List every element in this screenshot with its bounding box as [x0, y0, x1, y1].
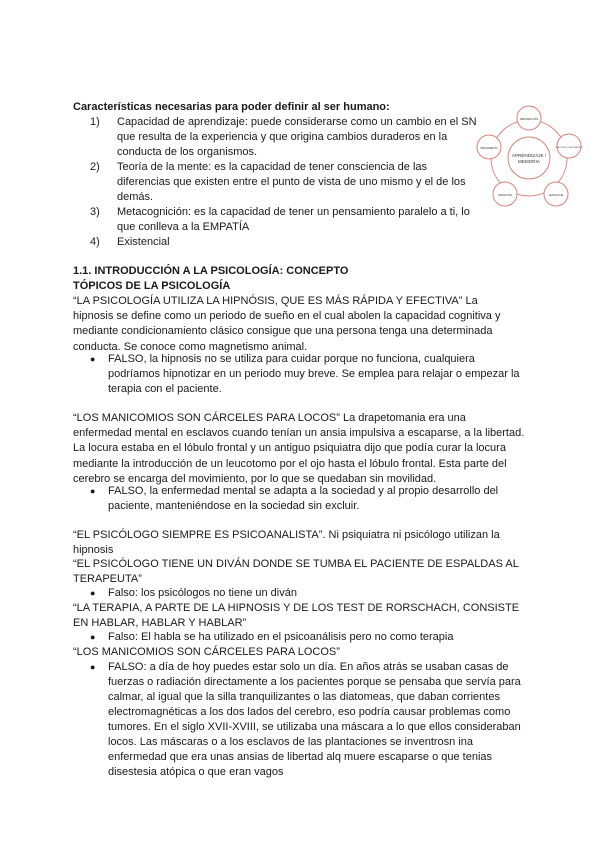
paragraph-manicomios: “LOS MANICOMIOS SON CÁRCELES PARA LOCOS” La drapetomania era una enfermedad mental en esclavos cuando tenían un ansia impulsiva a escaparse, a la libertad. La locura estaba en el lóbulo frontal y un antiguo psiquiatra dijo que podía curar la locura mediante la introducción de un leucotomo por el ojo hasta el lóbulo frontal. Esta parte del cerebro se encarga del movimiento, por lo que se quedaban sin movilidad. [73, 412, 525, 485]
document-page: Características necesarias para poder definir al ser humano: 1) Capacidad de aprendizaje: puede considerarse como un cambio en el SN que resulta de la experiencia y que origina cambios duraderos en la conducta de los organismos. 2) Teoría de la mente: es la capacidad de tener consciencia de las diferencias que existen entre el punto de vista de uno mismo y el de los demás. 3) Metacognición: es la capacidad de tener un pensamiento paralelo a ti, lo que conlleva a la EMPATÍA 4) Existencial APRENDIZAJE / MEMORIA PERCEPCIÓN EMOCIÓN Y MOTIVACIÓN LENGUAJE ATENCIÓN PENSAMIENTO 1.1. INTRODUCCIÓN A LA PSICOLOGÍA: CONCEPTO TÓPICOS DE LA PSICOLOGÍA “LA PSICOLOGÍA UTILIZA LA HIPNÓSIS, QUE ES MÁS RÁPIDA Y EFECTIVA” La hipnosis se define como un periodo de sueño en el cual abolen la capacidad cognitiva y mediante condicionamiento clásico consigue que una persona tenga una determinada conducta. Se conoce como magnetismo animal. ● FALSO, la hipnosis no se utiliza para cuidar porque no funciona, cualquiera podríamos hipnotizar en un periodo muy breve. Se emplea para relajar o empezar la terapia con el paciente. “LOS MANICOMIOS SON CÁRCELES PARA LOCOS” La drapetomania era una enfermedad mental en esclavos cuando tenían un ansia impulsiva a escaparse, a la libertad. La locura estaba en el lóbulo frontal y un antiguo psiquiatra dijo que podía curar la locura mediante la introducción de un leucotomo por el ojo hasta el lóbulo frontal. Esta parte del cerebro se encarga del movimiento, por lo que se quedaban sin movilidad. ● FALSO, la enfermedad mental se adapta a la sociedad y al propio desarrollo del paciente, manteniéndose en la sociedad sin excluir. “EL PSICÓLOGO SIEMPRE ES PSICOANALISTA”. Ni psiquiatra ni psicólogo utilizan la hipnosis “EL PSICÓLOGO TIENE UN DIVÁN DONDE SE TUMBA EL PACIENTE DE ESPALDAS AL TERAPEUTA” ● Falso: los psicólogos no tiene un diván “LA TERAPIA, A PARTE DE LA HIPNOSIS Y DE LOS TEST DE RORSCHACH, CONSISTE EN HABLAR, HABLAR Y HABLAR” ● Falso: El habla se ha utilizado en el psicoanálisis pero no como terapia “LOS MANICOMIOS SON CÁRCELES PARA LOCOS” ● FALSO: a día de hoy puedes estar solo un día. En años atrás se usaban casas de fuerzas o radiación directamente a los pacientes porque se pensaba que servía para calmar, al igual que la silla tranquilizantes o las diatomeas, que daban corrientes electromagnéticas a los dos lados del cerebro, eso podría causar problemas como tumores. En el siglo XVII-XVIII, se utilizaba una máscara a lo que ellos consideraban locos. Las máscaras o a los esclavos de las plantaciones se inventrosn ina enfermedad que era unas ansias de libertad alq muere escaparse o que tenias disestesia atópica o que eran vagos [0, 0, 600, 848]
bullet-dot: ● [90, 632, 96, 642]
bullet-dot: ● [90, 486, 96, 496]
center-label-2: MEMORIA [518, 159, 540, 164]
sub-title: TÓPICOS DE LA PSICOLOGÍA [73, 280, 231, 292]
paragraph-manicomios-2: “LOS MANICOMIOS SON CÁRCELES PARA LOCOS” [73, 646, 340, 658]
paragraph-hipnosis: “LA PSICOLOGÍA UTILIZA LA HIPNÓSIS, QUE ES MÁS RÁPIDA Y EFECTIVA” La hipnosis se define como un periodo de sueño en el cual abolen la capacidad cognitiva y mediante condicionamiento clásico consigue que una persona tenga una determinada conducta. Se conoce como magnetismo animal. [73, 295, 501, 353]
bullet-dot: ● [90, 662, 96, 672]
center-circle [508, 137, 550, 179]
node-label-pensamiento: PENSAMIENTO [480, 147, 498, 150]
heading-caracteristicas: Características necesarias para poder definir al ser humano: [73, 101, 390, 113]
node-label-emocion: EMOCIÓN Y MOTIVACIÓN [555, 147, 583, 149]
center-label-1: APRENDIZAJE / [511, 153, 547, 158]
node-emocion [557, 134, 581, 158]
node-label-atencion: ATENCIÓN [497, 193, 513, 197]
learning-cycle-diagram [470, 100, 588, 212]
node-label-percepcion: PERCEPCIÓN [519, 117, 539, 121]
bullet-dot: ● [90, 588, 96, 598]
paragraph-terapia: “LA TERAPIA, A PARTE DE LA HIPNOSIS Y DE LOS TEST DE RORSCHACH, CONSISTE EN HABLAR, HABLAR Y HABLAR” [73, 602, 520, 630]
paragraph-divan: “EL PSICÓLOGO TIENE UN DIVÁN DONDE SE TUMBA EL PACIENTE DE ESPALDAS AL TERAPEUTA” [73, 558, 519, 586]
bullet-dot: ● [90, 354, 96, 364]
section-title: 1.1. INTRODUCCIÓN A LA PSICOLOGÍA: CONCEPTO [73, 265, 349, 277]
node-label-lenguaje: LENGUAJE [548, 193, 564, 197]
paragraph-psicoanalista: “EL PSICÓLOGO SIEMPRE ES PSICOANALISTA”. Ni psiquiatra ni psicólogo utilizan la hipnosis [73, 529, 500, 557]
